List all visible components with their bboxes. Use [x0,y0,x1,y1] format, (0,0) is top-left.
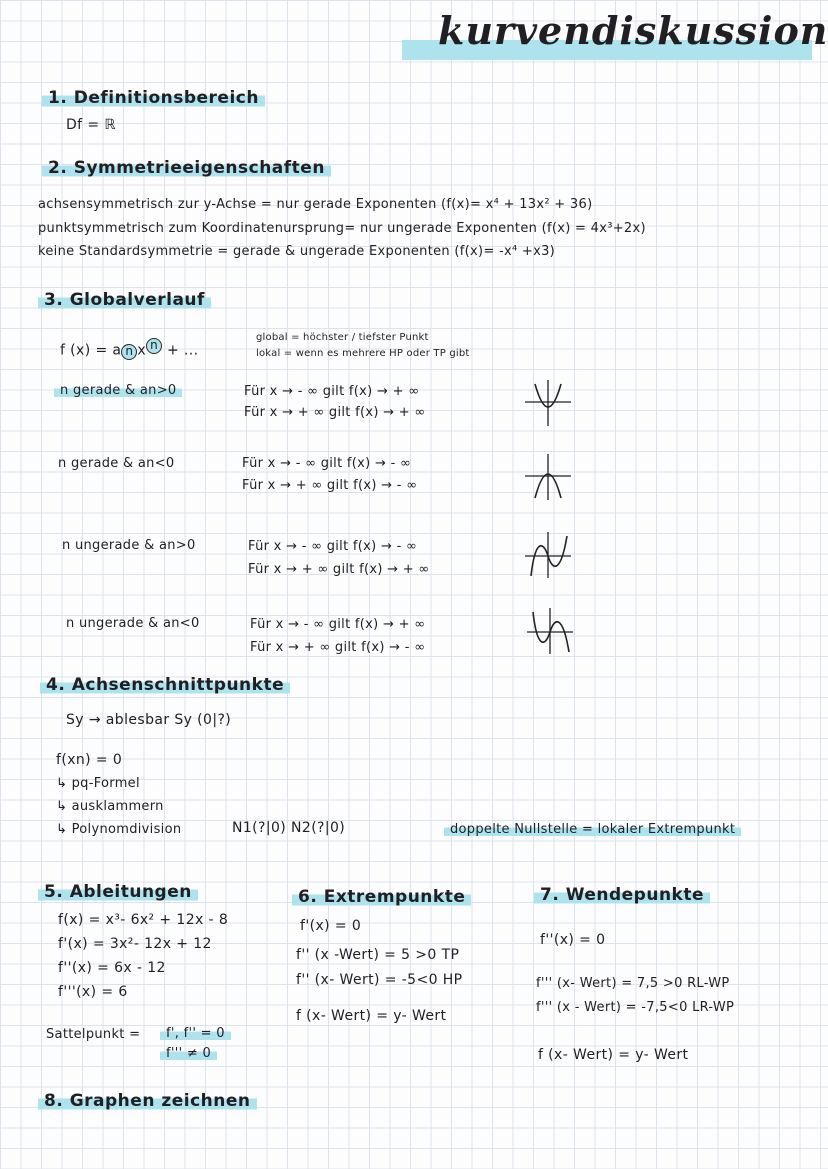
domain-statement: Df = ℝ [66,117,116,133]
inflection-rl-test: f''' (x- Wert) = 7,5 >0 RL-WP [536,976,730,991]
exponent-circle: n [146,338,162,354]
falling-cubic-icon [525,606,575,656]
derivative-1: f'(x) = 3x²- 12x + 12 [58,936,212,952]
method-polynomial-division: ↳ Polynomdivision [56,822,182,837]
symmetry-axis-line: achsensymmetrisch zur y-Achse = nur gerade Exponenten (f(x)= x⁴ + 13x² + 36) [38,197,593,212]
section-7-heading: 7. Wendepunkte [534,885,710,905]
double-root-note: doppelte Nullstelle = lokaler Extrempunkt [444,822,741,837]
section-5-heading: 5. Ableitungen [38,882,198,902]
extrema-max-test: f'' (x- Wert) = -5<0 HP [296,972,463,988]
zero-condition: f(xn) = 0 [56,752,123,768]
case-label: n ungerade & an<0 [66,616,200,631]
case-limit-line: Für x → - ∞ gilt f(x) → + ∞ [244,384,420,399]
inflection-condition: f''(x) = 0 [540,932,606,948]
upward-parabola-icon [523,378,573,428]
section-3-heading: 3. Globalverlauf [38,290,211,310]
section-8-heading: 8. Graphen zeichnen [38,1091,257,1111]
method-factor-out: ↳ ausklammern [56,799,164,814]
symmetry-point-line: punktsymmetrisch zum Koordinatenursprung= nur ungerade Exponenten (f(x) = 4x³+2x) [38,221,646,236]
section-1-heading: 1. Definitionsbereich [42,88,265,108]
inflection-y-value: f (x- Wert) = y- Wert [538,1047,689,1063]
downward-parabola-icon [523,452,573,502]
derivative-2: f''(x) = 6x - 12 [58,960,166,976]
section-4-heading: 4. Achsenschnittpunkte [40,675,290,695]
method-pq-formula: ↳ pq-Formel [56,776,140,791]
saddle-condition-1: f', f'' = 0 [160,1026,231,1041]
local-note: lokal = wenn es mehrere HP oder TP gibt [256,348,470,359]
saddle-condition-2: f''' ≠ 0 [160,1046,217,1061]
section-2-heading: 2. Symmetrieeigenschaften [42,158,331,178]
case-limit-line: Für x → + ∞ gilt f(x) → + ∞ [248,562,430,577]
symmetry-none-line: keine Standardsymmetrie = gerade & ungerade Exponenten (f(x)= -x⁴ +x3) [38,244,556,259]
formula-suffix: + ... [166,342,199,359]
inflection-lr-test: f''' (x - Wert) = -7,5<0 LR-WP [536,1000,735,1015]
case-label: n gerade & an>0 [54,383,182,398]
rising-cubic-icon [523,530,573,580]
case-limit-line: Für x → - ∞ gilt f(x) → + ∞ [250,617,426,632]
derivative-3: f'''(x) = 6 [58,984,128,1000]
page-title: kurvendiskussion [438,8,828,53]
section-6-heading: 6. Extrempunkte [292,887,471,907]
exponent-index-circle: n [121,344,137,360]
extrema-min-test: f'' (x -Wert) = 5 >0 TP [296,947,460,963]
zero-points: N1(?|0) N2(?|0) [232,820,346,836]
case-label: n gerade & an<0 [58,456,175,471]
derivative-0: f(x) = x³- 6x² + 12x - 8 [58,912,229,928]
case-limit-line: Für x → + ∞ gilt f(x) → - ∞ [242,478,418,493]
formula-prefix: f (x) = a [60,342,122,359]
case-limit-line: Für x → + ∞ gilt f(x) → - ∞ [250,640,426,655]
y-intercept-line: Sy → ablesbar Sy (0|?) [66,712,232,728]
saddle-point-label: Sattelpunkt = [46,1027,141,1042]
case-label: n ungerade & an>0 [62,538,196,553]
case-limit-line: Für x → - ∞ gilt f(x) → - ∞ [248,539,418,554]
case-limit-line: Für x → + ∞ gilt f(x) → + ∞ [244,405,426,420]
leading-term-formula [60,338,198,360]
formula-variable: x [137,342,147,359]
extrema-y-value: f (x- Wert) = y- Wert [296,1008,447,1024]
extrema-condition: f'(x) = 0 [300,918,362,934]
case-limit-line: Für x → - ∞ gilt f(x) → - ∞ [242,456,412,471]
global-note: global = höchster / tiefster Punkt [256,332,429,343]
